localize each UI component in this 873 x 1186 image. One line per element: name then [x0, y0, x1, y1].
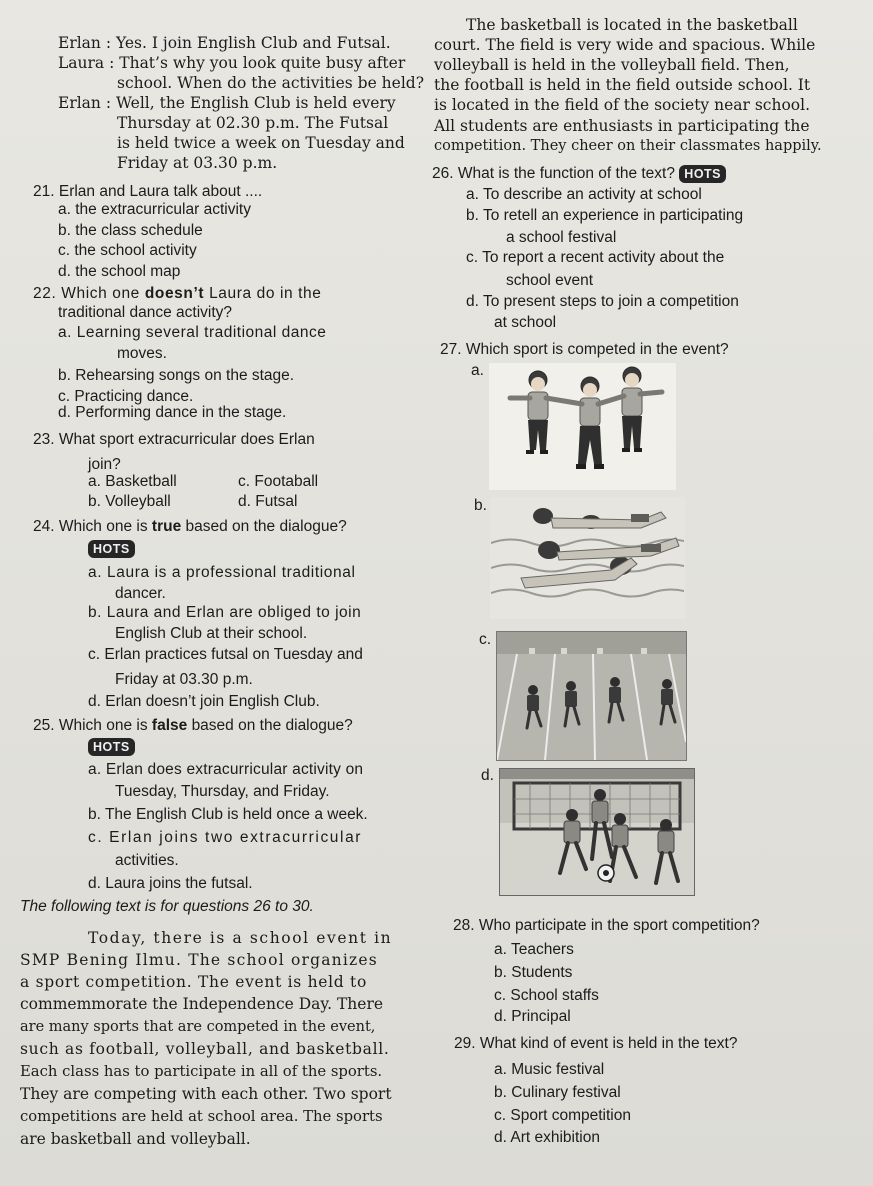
option-26c[interactable]: c. To report a recent activity about the — [466, 249, 725, 266]
passage-intro: The following text is for questions 26 to 30. — [20, 898, 314, 915]
option-28a[interactable]: a. Teachers — [494, 941, 574, 958]
option-26d-cont: at school — [494, 314, 557, 331]
option-26a[interactable]: a. To describe an activity at school — [466, 186, 702, 203]
option-27a[interactable]: a. — [471, 362, 484, 379]
question-25-text: 25. Which one is — [33, 717, 148, 734]
option-25c[interactable]: c. Erlan joins two extracurricular — [88, 829, 363, 846]
hots-badge-label: HOTS — [679, 165, 726, 183]
dialogue-line: Laura : That’s why you look quite busy after — [58, 54, 406, 72]
option-24a[interactable]: a. Laura is a professional traditional — [88, 564, 356, 581]
question-25 — [33, 716, 353, 736]
question-22-line2: traditional dance activity? — [58, 304, 233, 321]
passage-line: a sport competition. The event is held to — [20, 973, 368, 991]
text-line: the football is held in the field outside school. It — [434, 76, 811, 94]
option-28b[interactable]: b. Students — [494, 964, 573, 981]
option-29b[interactable]: b. Culinary festival — [494, 1084, 621, 1101]
option-25b[interactable]: b. The English Club is held once a week. — [88, 806, 368, 823]
option-29c[interactable]: c. Sport competition — [494, 1107, 631, 1124]
question-27: 27. Which sport is competed in the event? — [440, 341, 729, 358]
question-22-emphasis: doesn’t — [144, 285, 205, 302]
option-28c[interactable]: c. School staffs — [494, 987, 599, 1004]
option-25a[interactable]: a. Erlan does extracurricular activity on — [88, 761, 364, 778]
option-27d[interactable]: d. — [481, 767, 494, 784]
option-25d[interactable]: d. Laura joins the futsal. — [88, 875, 253, 892]
passage-line: commemmorate the Independence Day. There — [20, 995, 384, 1013]
option-25a-cont: Tuesday, Thursday, and Friday. — [115, 783, 330, 800]
question-25-text-end: based on the dialogue? — [191, 717, 353, 734]
basketball-illustration[interactable] — [489, 363, 676, 490]
question-25-emphasis: false — [151, 717, 188, 734]
text-line: volleyball is held in the volleyball field. Then, — [434, 56, 790, 74]
option-29a[interactable]: a. Music festival — [494, 1061, 605, 1078]
dialogue-line: is held twice a week on Tuesday and — [117, 134, 405, 152]
question-23: 23. What sport extracurricular does Erlan — [33, 431, 315, 448]
option-24c[interactable]: c. Erlan practices futsal on Tuesday and — [88, 646, 363, 663]
option-21a[interactable]: a. the extracurricular activity — [58, 201, 251, 218]
text-line: competition. They cheer on their classmates happily. — [434, 138, 822, 154]
question-24-text: 24. Which one is — [33, 518, 148, 535]
question-24-emphasis: true — [151, 518, 182, 535]
question-26 — [432, 164, 726, 184]
option-26b[interactable]: b. To retell an experience in participating — [466, 207, 744, 224]
option-22d[interactable]: d. Performing dance in the stage. — [58, 404, 287, 421]
option-23a[interactable]: a. Basketball — [88, 473, 177, 490]
passage-line: such as football, volleyball, and basketball. — [20, 1040, 390, 1058]
text-line: court. The field is very wide and spacious. While — [434, 36, 816, 54]
option-23d[interactable]: d. Futsal — [238, 493, 298, 510]
question-22-text-end: Laura do in the — [209, 285, 322, 302]
option-27b[interactable]: b. — [474, 497, 487, 514]
option-26c-cont: school event — [506, 272, 594, 289]
option-21d[interactable]: d. the school map — [58, 263, 181, 280]
passage-line: are basketball and volleyball. — [20, 1130, 251, 1148]
option-22a-cont: moves. — [117, 345, 167, 362]
option-21b[interactable]: b. the class schedule — [58, 222, 203, 239]
question-24-text-end: based on the dialogue? — [185, 518, 347, 535]
question-24 — [33, 517, 347, 537]
passage-line: SMP Bening Ilmu. The school organizes — [20, 951, 378, 969]
question-28: 28. Who participate in the sport competition? — [453, 917, 760, 934]
question-22 — [33, 284, 321, 304]
option-22b[interactable]: b. Rehearsing songs on the stage. — [58, 367, 295, 384]
option-24d[interactable]: d. Erlan doesn’t join English Club. — [88, 693, 320, 710]
question-23-line2: join? — [88, 456, 121, 473]
passage-line: Each class has to participate in all of the sports. — [20, 1063, 383, 1080]
passage-line: They are competing with each other. Two sport — [20, 1085, 392, 1103]
passage-line: competitions are held at school area. The sports — [20, 1108, 383, 1125]
dialogue-line: Thursday at 02.30 p.m. The Futsal — [117, 114, 389, 132]
dialogue-line: Friday at 03.30 p.m. — [117, 154, 278, 172]
passage-line: are many sports that are competed in the event, — [20, 1019, 376, 1035]
option-23c[interactable]: c. Footaball — [238, 473, 319, 490]
running-illustration[interactable] — [496, 631, 687, 761]
text-line: is located in the field of the society near school. — [434, 96, 811, 114]
option-21c[interactable]: c. the school activity — [58, 242, 197, 259]
option-26b-cont: a school festival — [506, 229, 617, 246]
option-25c-cont: activities. — [115, 852, 179, 869]
passage-line: Today, there is a school event in — [88, 929, 393, 947]
hots-badge — [88, 539, 135, 559]
option-24c-cont: Friday at 03.30 p.m. — [115, 671, 253, 688]
option-28d[interactable]: d. Principal — [494, 1008, 571, 1025]
question-29: 29. What kind of event is held in the text? — [454, 1035, 738, 1052]
option-22c[interactable]: c. Practicing dance. — [58, 388, 194, 405]
question-26-text: 26. What is the function of the text? — [432, 165, 675, 182]
hots-badge — [88, 737, 135, 757]
text-line: The basketball is located in the basketball — [466, 16, 798, 34]
swimming-illustration[interactable] — [490, 497, 685, 619]
question-21: 21. Erlan and Laura talk about .... — [33, 183, 263, 200]
hots-badge-label: HOTS — [88, 738, 135, 756]
option-23b[interactable]: b. Volleyball — [88, 493, 171, 510]
dialogue-line: Erlan : Yes. I join English Club and Futsal. — [58, 34, 391, 52]
text-line: All students are enthusiasts in participating the — [434, 117, 810, 135]
hots-badge-label: HOTS — [88, 540, 135, 558]
dialogue-line: school. When do the activities be held? — [117, 74, 425, 92]
option-24a-cont: dancer. — [115, 585, 166, 602]
option-24b-cont: English Club at their school. — [115, 625, 308, 642]
dialogue-line: Erlan : Well, the English Club is held every — [58, 94, 396, 112]
football-illustration[interactable] — [499, 768, 695, 896]
option-24b[interactable]: b. Laura and Erlan are obliged to join — [88, 604, 362, 621]
option-22a[interactable]: a. Learning several traditional dance — [58, 324, 327, 341]
question-22-text: 22. Which one — [33, 285, 140, 302]
option-27c[interactable]: c. — [479, 631, 492, 648]
option-26d[interactable]: d. To present steps to join a competition — [466, 293, 739, 310]
option-29d[interactable]: d. Art exhibition — [494, 1129, 600, 1146]
